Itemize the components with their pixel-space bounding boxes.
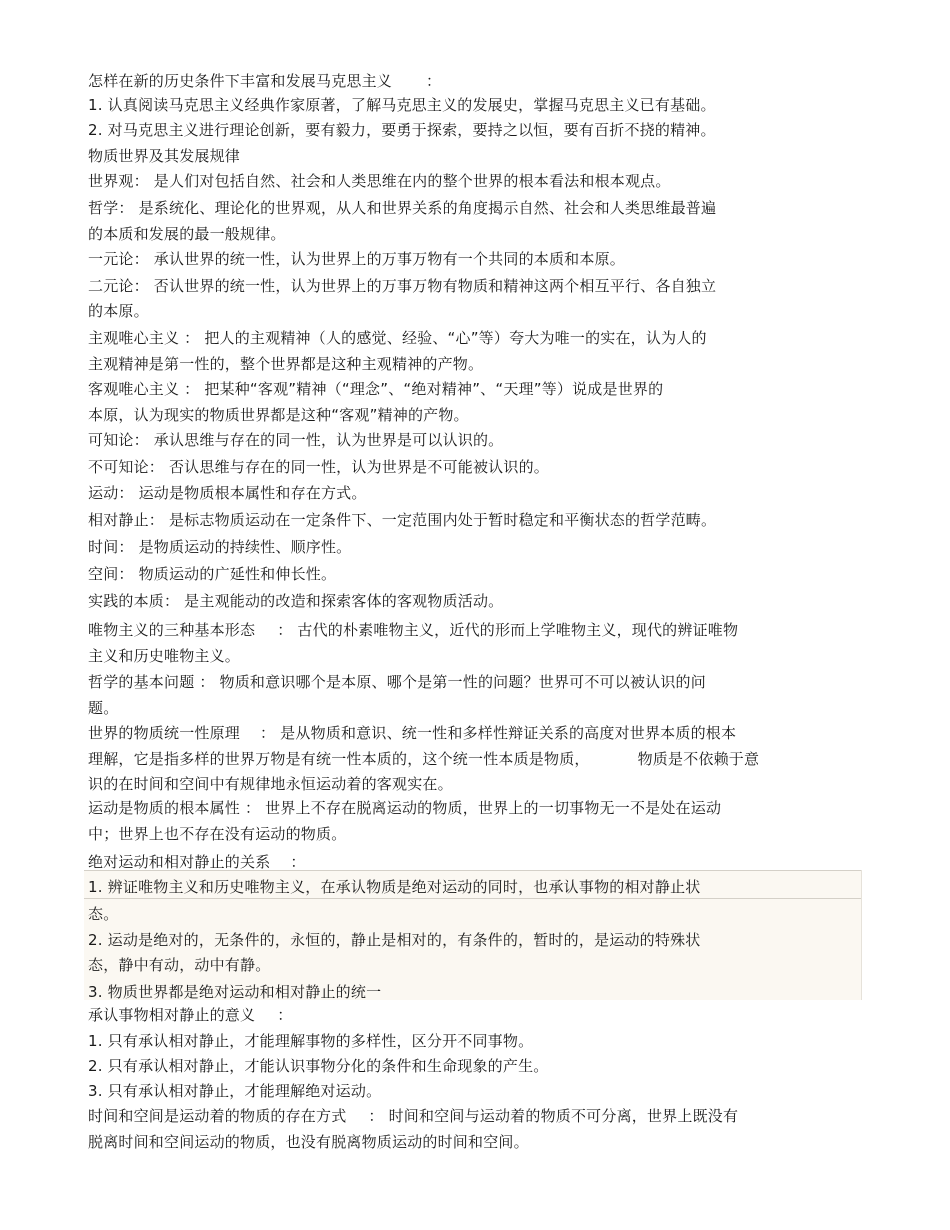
text-segment: 本原，认为现实的物质世界都是这种“客观”精神的产物。 — [88, 406, 469, 424]
text-line — [88, 1032, 533, 1050]
text-segment: 主观唯心主义 ： 把人的主观精神（人的感觉、经验、“心”等）夸大为唯一的实在，认为人的 — [88, 329, 707, 347]
text-segment: 可知论： 承认思维与存在的同一性，认为世界是可以认识的。 — [88, 431, 504, 449]
text-line — [88, 931, 700, 949]
text-segment: 物质世界及其发展规律 — [88, 147, 241, 165]
text-line — [88, 1057, 548, 1075]
text-line — [88, 250, 625, 268]
text-line — [88, 431, 503, 449]
text-line — [88, 750, 759, 768]
text-line — [88, 673, 706, 691]
text-line — [88, 96, 716, 114]
text-line — [88, 956, 270, 974]
text-line — [88, 511, 716, 529]
text-line — [88, 799, 721, 817]
text-line — [88, 277, 716, 295]
text-line — [88, 592, 503, 610]
text-line — [88, 621, 738, 639]
text-segment: 态。 — [88, 905, 119, 923]
text-segment: 相对静止： 是标志物质运动在一定条件下、一定范围内处于暂时稳定和平衡状态的哲学范畴。 — [88, 511, 717, 529]
text-segment: 主义和历史唯物主义。 — [88, 647, 241, 665]
text-line — [88, 1006, 292, 1024]
text-segment: 哲学： 是系统化、理论化的世界观，从人和世界关系的角度揭示自然、社会和人类思维最普遍 — [88, 199, 717, 217]
text-segment: 3. 物质世界都是绝对运动和相对静止的统一 — [88, 983, 382, 1001]
text-segment: 不可知论： 否认思维与存在的同一性，认为世界是不可能被认识的。 — [88, 458, 549, 476]
text-segment: 识的在时间和空间中有规律地永恒运动着的客观实在。 — [88, 775, 453, 793]
text-line — [88, 1082, 381, 1100]
text-segment: 2. 只有承认相对静止，才能认识事物分化的条件和生命现象的产生。 — [88, 1057, 549, 1075]
text-line — [88, 983, 381, 1001]
text-segment: 绝对运动和相对静止的关系 — [88, 853, 271, 871]
text-segment: 哲学的基本问题 ： 物质和意识哪个是本原、哪个是第一性的问题？世界可不可以被认识的问 — [88, 673, 706, 691]
text-line — [88, 484, 367, 502]
text-line — [88, 225, 286, 243]
text-segment: ： — [290, 853, 306, 871]
text-line — [88, 853, 306, 871]
text-line — [88, 72, 441, 90]
text-line — [88, 1107, 738, 1125]
text-segment: 时间： 是物质运动的持续性、顺序性。 — [88, 538, 352, 556]
text-segment: 2. 运动是绝对的，无条件的，永恒的，静止是相对的，有条件的，暂时的，是运动的特殊状 — [88, 931, 701, 949]
text-line — [88, 302, 149, 320]
text-segment: 态，静中有动，动中有静。 — [88, 956, 271, 974]
text-segment: 物质是不依赖于意 — [637, 750, 760, 768]
text-segment: ： 时间和空间与运动着的物质不可分离，世界上既没有 — [368, 1107, 739, 1125]
text-segment: 脱离时间和空间运动的物质，也没有脱离物质运动的时间和空间。 — [88, 1133, 529, 1151]
text-segment: 题。 — [88, 699, 119, 717]
text-segment: 唯物主义的三种基本形态 — [88, 621, 256, 639]
text-segment: ： — [426, 72, 442, 90]
text-line — [88, 121, 716, 139]
text-line — [88, 172, 671, 190]
text-segment: ： 是从物质和意识、统一性和多样性辩证关系的高度对世界本质的根本 — [260, 724, 737, 742]
text-segment: 怎样在新的历史条件下丰富和发展马克思主义 — [88, 72, 393, 90]
text-segment: 中；世界上也不存在没有运动的物质。 — [88, 825, 347, 843]
text-line — [88, 1133, 529, 1151]
text-segment: ： — [277, 1006, 293, 1024]
text-segment: 3. 只有承认相对静止，才能理解绝对运动。 — [88, 1082, 382, 1100]
text-segment: 的本原。 — [88, 302, 149, 320]
text-line — [88, 905, 118, 923]
text-segment: 主观精神是第一性的，整个世界都是这种主观精神的产物。 — [88, 355, 484, 373]
text-line — [88, 565, 336, 583]
text-segment: 理解，它是指多样的世界万物是有统一性本质的，这个统一性本质是物质， — [88, 750, 590, 768]
text-line — [88, 878, 700, 896]
text-line — [88, 355, 483, 373]
text-segment: 2. 对马克思主义进行理论创新，要有毅力，要勇于探索，要持之以恒，要有百折不挠的精神。 — [88, 121, 716, 139]
text-line — [88, 724, 736, 742]
text-line — [88, 380, 663, 398]
text-segment: 承认事物相对静止的意义 — [88, 1006, 256, 1024]
text-segment: 1. 辨证唯物主义和历史唯物主义，在承认物质是绝对运动的同时，也承认事物的相对静止状 — [88, 878, 701, 896]
text-segment: 1. 认真阅读马克思主义经典作家原著，了解马克思主义的发展史，掌握马克思主义已有基础。 — [88, 96, 716, 114]
block-divider-rule — [84, 898, 861, 899]
text-segment: 空间： 物质运动的广延性和伸长性。 — [88, 565, 337, 583]
text-line — [88, 538, 351, 556]
text-segment: 一元论： 承认世界的统一性，认为世界上的万事万物有一个共同的本质和本原。 — [88, 250, 625, 268]
text-segment: 运动： 运动是物质根本属性和存在方式。 — [88, 484, 367, 502]
text-line — [88, 647, 240, 665]
text-segment: 实践的本质： 是主观能动的改造和探索客体的客观物质活动。 — [88, 592, 504, 610]
text-line — [88, 458, 549, 476]
text-line — [88, 199, 716, 217]
text-segment: 世界的物质统一性原理 — [88, 724, 241, 742]
text-segment: 世界观： 是人们对包括自然、社会和人类思维在内的整个世界的根本看法和根本观点。 — [88, 172, 671, 190]
text-line — [88, 775, 453, 793]
text-segment: ： 古代的朴素唯物主义，近代的形而上学唯物主义，现代的辨证唯物 — [277, 621, 739, 639]
text-segment: 客观唯心主义 ： 把某种“客观”精神（“理念”、“绝对精神”、“天理”等）说成是世界的 — [88, 380, 664, 398]
text-line — [88, 329, 707, 347]
text-segment: 二元论： 否认世界的统一性，认为世界上的万事万物有物质和精神这两个相互平行、各自独立 — [88, 277, 717, 295]
text-segment: 运动是物质的根本属性 ： 世界上不存在脱离运动的物质，世界上的一切事物无一不是处在运动 — [88, 799, 722, 817]
text-segment: 的本质和发展的最一般规律。 — [88, 225, 286, 243]
text-line — [88, 147, 240, 165]
text-line — [88, 406, 469, 424]
text-line — [88, 699, 118, 717]
text-segment: 时间和空间是运动着的物质的存在方式 — [88, 1107, 347, 1125]
text-segment: 1. 只有承认相对静止，才能理解事物的多样性，区分开不同事物。 — [88, 1032, 534, 1050]
text-line — [88, 825, 346, 843]
